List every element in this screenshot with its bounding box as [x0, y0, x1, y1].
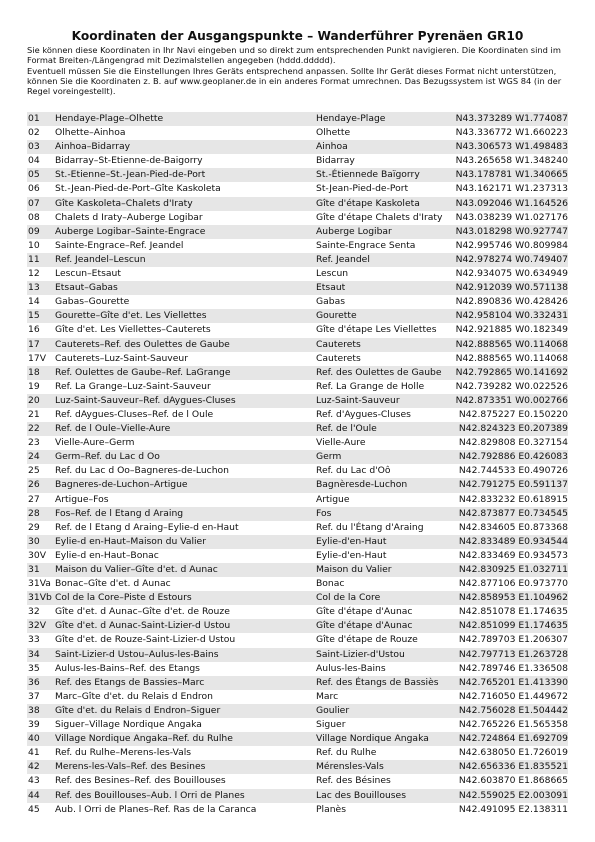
- route-cell: Germ–Ref. du Lac d Oo: [55, 450, 316, 464]
- intro-paragraph: Sie können diese Koordinaten in Ihr Navi eingeben und so direkt zum entsprechenden Punkt navigieren. Die Koordinaten sind im Format Breiten-/Längengrad mit Dezimalstellen angegeben (hddd.ddddd).: [27, 45, 561, 66]
- start-point-cell: Luz-Saint-Sauveur: [316, 394, 443, 408]
- start-point-cell: Ref. du l'Étang d'Araing: [316, 521, 424, 533]
- start-point-cell: Gourette: [316, 309, 443, 323]
- stage-number-cell: 08: [28, 211, 40, 223]
- route-cell: Luz-Saint-Sauveur–Ref. dAygues-Cluses: [55, 394, 316, 408]
- route-cell: Ref. des Etangs de Bassies–Marc: [55, 676, 316, 690]
- start-point-cell: Col de la Core: [316, 591, 443, 605]
- coordinates-cell: N42.912039 W0.571138: [443, 281, 568, 295]
- route-cell: Hendaye-Plage–Olhette: [55, 112, 316, 126]
- stage-number-cell: 11: [27, 253, 55, 267]
- stage-number-cell: 10: [28, 239, 40, 251]
- stage-number-cell: 06: [28, 183, 40, 195]
- coordinates-cell: N43.265658 W1.348240: [455, 155, 568, 167]
- route-cell: Saint-Lizier-d Ustou–Aulus-les-Bains: [55, 648, 316, 662]
- coordinates-cell: N42.888565 W0.114068: [443, 338, 568, 352]
- route-cell: Auberge Logibar–Sainte-Engrace: [55, 225, 316, 239]
- coordinates-cell: N42.789746 E1.336508: [458, 662, 568, 674]
- table-row: [27, 718, 568, 732]
- route-cell: St.-Jean-Pied-de-Port–Gîte Kaskoleta: [55, 183, 221, 195]
- start-point-cell: Aulus-les-Bains: [316, 662, 386, 674]
- start-point-cell: Artigue: [316, 493, 350, 505]
- table-row: [27, 605, 568, 619]
- coordinates-cell: N42.834605 E0.873368: [458, 521, 568, 533]
- coordinates-cell: N43.162171 W1.237313: [455, 183, 568, 195]
- route-cell: Col de la Core–Piste d Estours: [55, 591, 316, 605]
- start-point-cell: Mérensles-Vals: [316, 760, 443, 774]
- stage-number-cell: 16: [28, 324, 40, 336]
- coordinates-cell: N42.890836 W0.428426: [455, 296, 568, 308]
- coordinates-cell: N42.559025 E2.003091: [443, 789, 568, 803]
- coordinates-cell: N42.877106 E0.973770: [458, 578, 568, 590]
- coordinates-cell: N42.765201 E1.413390: [443, 676, 568, 690]
- start-point-cell: Planès: [316, 803, 346, 815]
- table-row: [27, 380, 568, 394]
- stage-number-cell: 45: [28, 803, 40, 815]
- coordinates-cell: N42.765226 E1.565358: [458, 719, 568, 731]
- table-row: [27, 253, 568, 267]
- route-cell: Ref. de l Etang d Araing–Eylie-d en-Haut: [55, 521, 239, 533]
- start-point-cell: Gîte d'étape Chalets d'Iraty: [316, 211, 443, 223]
- coordinates-cell: N42.934075 W0.634949: [455, 268, 568, 280]
- table-row: [27, 323, 568, 337]
- table-row: [27, 746, 568, 760]
- table-row: [27, 239, 568, 253]
- start-point-cell: Eylie-d'en-Haut: [316, 549, 387, 561]
- table-row: [27, 789, 568, 803]
- route-cell: Ref. dAygues-Cluses–Ref. de l Oule: [55, 408, 214, 420]
- route-cell: Olhette–Ainhoa: [55, 127, 126, 139]
- table-row: [27, 126, 568, 140]
- start-point-cell: Lescun: [316, 268, 349, 280]
- route-cell: Gîte d'et. de Rouze-Saint-Lizier-d Ustou: [55, 634, 236, 646]
- route-cell: Ref. Oulettes de Gaube–Ref. LaGrange: [55, 366, 316, 380]
- start-point-cell: Goulier: [316, 704, 443, 718]
- coordinates-cell: N42.744533 E0.490726: [458, 465, 568, 477]
- start-point-cell: Gîte d'étape de Rouze: [316, 634, 418, 646]
- start-point-cell: Ref. des Oulettes de Gaube: [316, 366, 443, 380]
- table-row: [27, 690, 568, 704]
- table-row: [27, 507, 568, 521]
- stage-number-cell: 44: [27, 789, 55, 803]
- coordinates-cell: N42.638050 E1.726019: [458, 747, 568, 759]
- table-row: [27, 464, 568, 478]
- table-row: [27, 563, 568, 577]
- table-row: [27, 662, 568, 676]
- start-point-cell: Bagnèresde-Luchon: [316, 478, 443, 492]
- coordinates-cell: N42.824323 E0.207389: [443, 422, 568, 436]
- stage-number-cell: 20: [27, 394, 55, 408]
- table-row: [27, 633, 568, 647]
- route-cell: Aulus-les-Bains–Ref. des Etangs: [55, 662, 200, 674]
- stage-number-cell: 19: [28, 380, 40, 392]
- stage-number-cell: 30V: [28, 549, 46, 561]
- stage-number-cell: 12: [28, 268, 40, 280]
- start-point-cell: Village Nordique Angaka: [316, 732, 443, 746]
- route-cell: Gourette–Gîte d'et. Les Viellettes: [55, 309, 316, 323]
- coordinates-cell: N43.038239 W1.027176: [455, 211, 568, 223]
- route-cell: St.-Etienne–St.-Jean-Pied-de-Port: [55, 168, 316, 182]
- table-row: [27, 267, 568, 281]
- route-cell: Ref. du Lac d Oo–Bagneres-de-Luchon: [55, 465, 229, 477]
- table-row: [27, 676, 568, 690]
- stage-number-cell: 43: [28, 775, 40, 787]
- table-row: [27, 760, 568, 774]
- route-cell: Aub. l Orri de Planes–Ref. Ras de la Caranca: [55, 803, 257, 815]
- table-row: [27, 309, 568, 323]
- coordinates-cell: N42.724864 E1.692709: [443, 732, 568, 746]
- table-row: [27, 478, 568, 492]
- table-row: [27, 168, 568, 182]
- start-point-cell: Bonac: [316, 578, 345, 590]
- start-point-cell: Maison du Valier: [316, 563, 443, 577]
- start-point-cell: Gîte d'étape Les Viellettes: [316, 324, 437, 336]
- stage-number-cell: 32: [28, 606, 40, 618]
- coordinates-cell: N42.851078 E1.174635: [458, 606, 568, 618]
- start-point-cell: Siguer: [316, 719, 346, 731]
- table-row: [27, 493, 568, 507]
- stage-number-cell: 27: [28, 493, 40, 505]
- stage-number-cell: 26: [27, 478, 55, 492]
- coordinates-cell: N42.958104 W0.332431: [443, 309, 568, 323]
- start-point-cell: Gîte d'étape Kaskoleta: [316, 197, 443, 211]
- route-cell: Ref. des Besines–Ref. des Bouillouses: [55, 775, 226, 787]
- start-point-cell: Ref. d'Aygues-Cluses: [316, 408, 411, 420]
- table-row: [27, 774, 568, 788]
- start-point-cell: Gîte d'étape d'Aunac: [316, 619, 443, 633]
- table-row: [27, 408, 568, 422]
- route-cell: Gabas–Gourette: [55, 296, 130, 308]
- coordinates-cell: N42.858953 E1.104962: [443, 591, 568, 605]
- route-cell: Ainhoa–Bidarray: [55, 140, 316, 154]
- intro-paragraph: Eventuell müssen Sie die Einstellungen Ihres Geräts entsprechend anpassen. Sollte Ihr Gerät dieses Format nicht unterstützen, können Sie die Koordinaten z. B. auf www.geoplaner.de in ein anderes Format umrechnen. Das Bezugssystem ist WGS 84 (in der Regel voreingestellt).: [27, 65, 562, 97]
- stage-number-cell: 24: [27, 450, 55, 464]
- coordinates-cell: N42.716050 E1.449672: [458, 690, 568, 702]
- stage-number-cell: 32V: [27, 619, 55, 633]
- route-cell: Sainte-Engrace–Ref. Jeandel: [55, 239, 184, 251]
- coordinates-cell: N42.875227 E0.150220: [458, 408, 568, 420]
- start-point-cell: Vielle-Aure: [316, 437, 366, 449]
- start-point-cell: Ref. des Étangs de Bassiès: [316, 676, 443, 690]
- table-row: [27, 422, 568, 436]
- coordinates-cell: N42.792865 W0.141692: [443, 366, 568, 380]
- table-row: [27, 352, 568, 366]
- stage-number-cell: 35: [28, 662, 40, 674]
- coordinates-cell: N42.888565 W0.114068: [455, 352, 568, 364]
- route-cell: Bagneres-de-Luchon–Artigue: [55, 478, 316, 492]
- stage-number-cell: 18: [27, 366, 55, 380]
- coordinates-cell: N42.792886 E0.426083: [443, 450, 568, 464]
- stage-number-cell: 04: [28, 155, 40, 167]
- coordinates-cell: N42.833232 E0.618915: [458, 493, 568, 505]
- stage-number-cell: 13: [27, 281, 55, 295]
- route-cell: Ref. Jeandel–Lescun: [55, 253, 316, 267]
- route-cell: Eylie-d en-Haut–Bonac: [55, 549, 159, 561]
- coordinates-cell: N42.756028 E1.504442: [443, 704, 568, 718]
- start-point-cell: St-Jean-Pied-de-Port: [316, 183, 409, 195]
- table-row: [27, 577, 568, 591]
- coordinates-cell: N42.491095 E2.138311: [458, 803, 568, 815]
- coordinates-cell: N43.092046 W1.164526: [443, 197, 568, 211]
- stage-number-cell: 42: [27, 760, 55, 774]
- stage-number-cell: 34: [27, 648, 55, 662]
- stage-number-cell: 15: [27, 309, 55, 323]
- route-cell: Bidarray–St-Etienne-de-Baigorry: [55, 155, 203, 167]
- stage-number-cell: 02: [28, 127, 40, 139]
- start-point-cell: Hendaye-Plage: [316, 112, 443, 126]
- route-cell: Vielle-Aure–Germ: [55, 437, 135, 449]
- stage-number-cell: 14: [28, 296, 40, 308]
- stage-number-cell: 01: [27, 112, 55, 126]
- start-point-cell: Eylie-d'en-Haut: [316, 535, 443, 549]
- stage-number-cell: 07: [27, 197, 55, 211]
- route-cell: Gîte d'et. d Aunac-Saint-Lizier-d Ustou: [55, 619, 316, 633]
- route-cell: Gîte d'et. Les Viellettes–Cauterets: [55, 324, 211, 336]
- stage-number-cell: 31Vb: [27, 591, 55, 605]
- route-cell: Siguer–Village Nordique Angaka: [55, 719, 202, 731]
- route-cell: Cauterets–Luz-Saint-Sauveur: [55, 352, 188, 364]
- coordinates-cell: N42.789703 E1.206307: [458, 634, 568, 646]
- start-point-cell: Auberge Logibar: [316, 225, 443, 239]
- stage-number-cell: 38: [27, 704, 55, 718]
- table-row: [27, 140, 568, 154]
- route-cell: Gîte d'et. d Aunac–Gîte d'et. de Rouze: [55, 606, 230, 618]
- coordinates-cell: N42.603870 E1.868665: [458, 775, 568, 787]
- start-point-cell: Fos: [316, 507, 443, 521]
- stage-number-cell: 29: [28, 521, 40, 533]
- coordinates-cell: N42.833469 E0.934573: [458, 549, 568, 561]
- route-cell: Gîte d'et. du Relais d Endron–Siguer: [55, 704, 316, 718]
- route-cell: Artigue–Fos: [55, 493, 109, 505]
- table-row: [27, 211, 568, 225]
- page-title: Koordinaten der Ausgangspunkte – Wanderführer Pyrenäen GR10: [71, 29, 524, 43]
- stage-number-cell: 21: [28, 408, 40, 420]
- table-row: [27, 112, 568, 126]
- coordinates-cell: N42.995746 W0.809984: [455, 239, 568, 251]
- route-cell: Gîte Kaskoleta–Chalets d'Iraty: [55, 197, 316, 211]
- table-row: [27, 521, 568, 535]
- coordinates-cell: N42.797713 E1.263728: [443, 648, 568, 662]
- stage-number-cell: 36: [27, 676, 55, 690]
- table-row: [27, 197, 568, 211]
- start-point-cell: Cauterets: [316, 352, 361, 364]
- stage-number-cell: 25: [28, 465, 40, 477]
- route-cell: Ref. des Bouillouses–Aub. l Orri de Planes: [55, 789, 316, 803]
- stage-number-cell: 31Va: [28, 578, 51, 590]
- table-row: [27, 394, 568, 408]
- coordinates-cell: N42.830925 E1.032711: [443, 563, 568, 577]
- table-row: [27, 619, 568, 633]
- start-point-cell: Gîte d'étape d'Aunac: [316, 606, 413, 618]
- stage-number-cell: 40: [27, 732, 55, 746]
- table-row: [27, 338, 568, 352]
- table-row: [27, 648, 568, 662]
- route-cell: Eylie-d en-Haut–Maison du Valier: [55, 535, 316, 549]
- stage-number-cell: 28: [27, 507, 55, 521]
- table-row: [27, 704, 568, 718]
- stage-number-cell: 37: [28, 690, 40, 702]
- stage-number-cell: 17: [27, 338, 55, 352]
- coordinates-cell: N42.791275 E0.591137: [443, 478, 568, 492]
- stage-number-cell: 41: [28, 747, 40, 759]
- coordinates-cell: N42.921885 W0.182349: [455, 324, 568, 336]
- stage-number-cell: 33: [28, 634, 40, 646]
- table-row: [27, 732, 568, 746]
- route-cell: Bonac–Gîte d'et. d Aunac: [55, 578, 171, 590]
- start-point-cell: Sainte-Engrace Senta: [316, 239, 416, 251]
- coordinates-table-body: [27, 112, 568, 817]
- stage-number-cell: 31: [27, 563, 55, 577]
- route-cell: Cauterets–Ref. des Oulettes de Gaube: [55, 338, 316, 352]
- start-point-cell: Ref. Jeandel: [316, 253, 443, 267]
- coordinates-cell: N42.656336 E1.835521: [443, 760, 568, 774]
- stage-number-cell: 17V: [28, 352, 46, 364]
- route-cell: Fos–Ref. de l Etang d Araing: [55, 507, 316, 521]
- start-point-cell: Ref. du Rulhe: [316, 747, 377, 759]
- stage-number-cell: 03: [27, 140, 55, 154]
- coordinates-cell: N42.739282 W0.022526: [455, 380, 568, 392]
- start-point-cell: Ainhoa: [316, 140, 443, 154]
- table-row: [27, 366, 568, 380]
- stage-number-cell: 22: [27, 422, 55, 436]
- route-cell: Etsaut–Gabas: [55, 281, 316, 295]
- intro-text: [27, 45, 572, 96]
- coordinates-cell: N43.336772 W1.660223: [455, 127, 568, 139]
- start-point-cell: Ref. de l'Oule: [316, 422, 443, 436]
- start-point-cell: Cauterets: [316, 338, 443, 352]
- table-row: [27, 295, 568, 309]
- stage-number-cell: 05: [27, 168, 55, 182]
- table-row: [27, 591, 568, 605]
- start-point-cell: Ref. des Bésines: [316, 775, 391, 787]
- coordinates-cell: N42.978274 W0.749407: [443, 253, 568, 267]
- table-row: [27, 450, 568, 464]
- route-cell: Ref. de l Oule–Vielle-Aure: [55, 422, 316, 436]
- route-cell: Lescun–Etsaut: [55, 268, 121, 280]
- table-row: [27, 436, 568, 450]
- start-point-cell: Bidarray: [316, 155, 355, 167]
- coordinates-cell: N43.306573 W1.498483: [443, 140, 568, 154]
- route-cell: Ref. La Grange–Luz-Saint-Sauveur: [55, 380, 211, 392]
- coordinates-cell: N42.851099 E1.174635: [443, 619, 568, 633]
- route-cell: Chalets d Iraty–Auberge Logibar: [55, 211, 203, 223]
- route-cell: Ref. du Rulhe–Merens-les-Vals: [55, 747, 192, 759]
- start-point-cell: Ref. du Lac d'Oô: [316, 465, 391, 477]
- table-row: [27, 154, 568, 168]
- route-cell: Maison du Valier–Gîte d'et. d Aunac: [55, 563, 316, 577]
- coordinates-cell: N42.873351 W0.002766: [443, 394, 568, 408]
- coordinates-cell: N43.178781 W1.340665: [443, 168, 568, 182]
- stage-number-cell: 23: [28, 437, 40, 449]
- table-row: [27, 803, 568, 817]
- stage-number-cell: 30: [27, 535, 55, 549]
- coordinates-cell: N42.833489 E0.934544: [443, 535, 568, 549]
- start-point-cell: Lac des Bouillouses: [316, 789, 443, 803]
- table-row: [27, 549, 568, 563]
- table-row: [27, 535, 568, 549]
- start-point-cell: Ref. La Grange de Holle: [316, 380, 425, 392]
- coordinates-cell: N43.018298 W0.927747: [443, 225, 568, 239]
- coordinates-table: [27, 112, 568, 817]
- table-row: [27, 225, 568, 239]
- coordinates-cell: N42.829808 E0.327154: [458, 437, 568, 449]
- route-cell: Village Nordique Angaka–Ref. du Rulhe: [55, 732, 316, 746]
- route-cell: Merens-les-Vals–Ref. des Besines: [55, 760, 316, 774]
- coordinates-cell: N43.373289 W1.774087: [443, 112, 568, 126]
- start-point-cell: Germ: [316, 450, 443, 464]
- start-point-cell: Marc: [316, 690, 339, 702]
- route-cell: Marc–Gîte d'et. du Relais d Endron: [55, 690, 213, 702]
- start-point-cell: St.-Étiennede Baïgorry: [316, 168, 443, 182]
- stage-number-cell: 39: [28, 719, 40, 731]
- start-point-cell: Saint-Lizier-d'Ustou: [316, 648, 443, 662]
- start-point-cell: Etsaut: [316, 281, 443, 295]
- stage-number-cell: 09: [27, 225, 55, 239]
- start-point-cell: Gabas: [316, 296, 345, 308]
- coordinates-cell: N42.873877 E0.734545: [443, 507, 568, 521]
- table-row: [27, 182, 568, 196]
- table-row: [27, 281, 568, 295]
- start-point-cell: Olhette: [316, 127, 351, 139]
